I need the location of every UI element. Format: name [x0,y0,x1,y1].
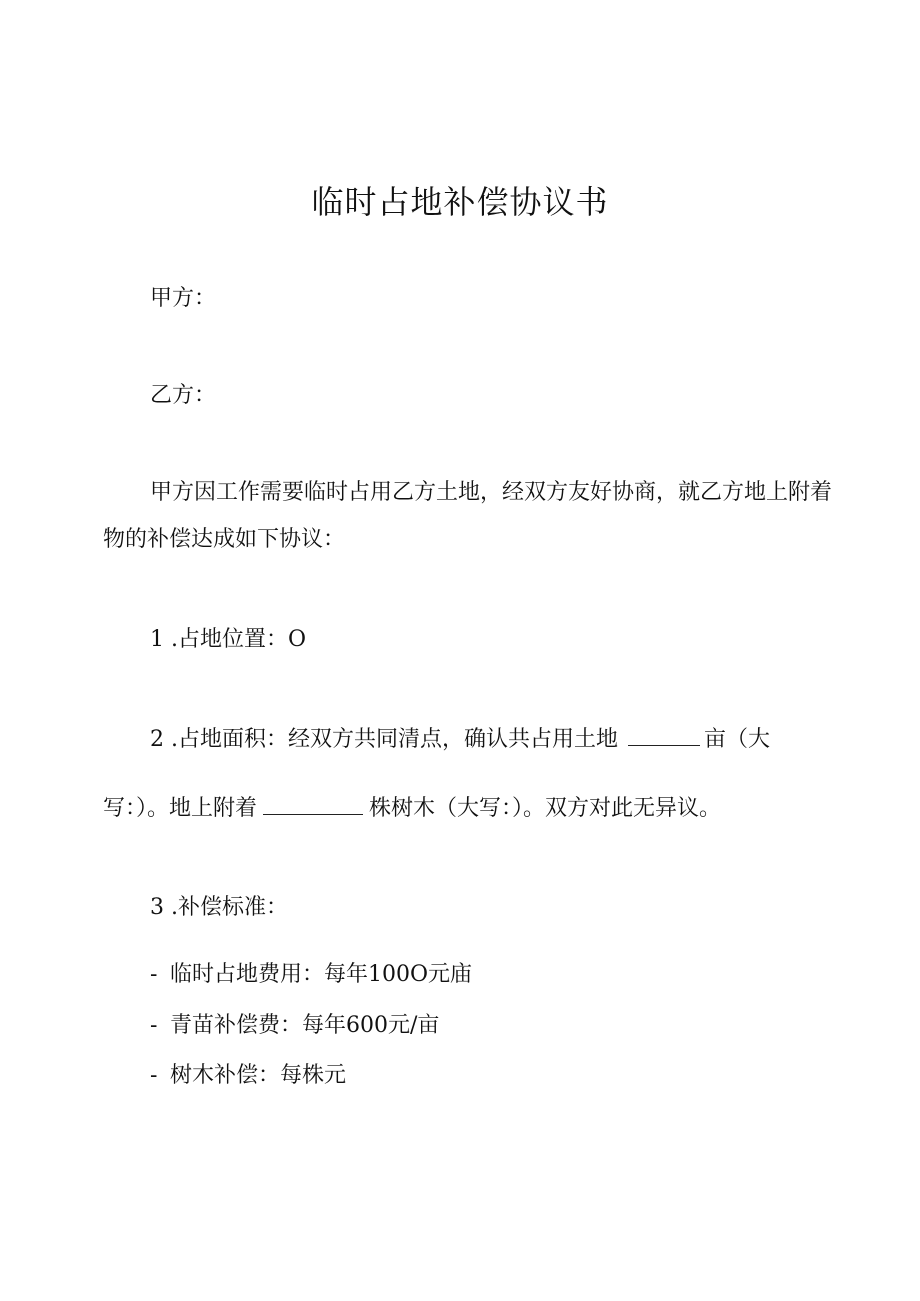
party-b-label: 乙方： [150,383,217,408]
standard-text: 青苗补偿费：每年600元/亩 [170,1013,440,1038]
party-a-label: 甲方： [150,286,217,311]
item-2-line-2 [103,792,721,824]
standard-text: 树木补偿：每株元 [170,1063,347,1088]
list-dash: - [150,962,158,987]
standard-item [150,960,472,990]
item-2-line-2-before: 写：）。地上附着 [103,796,258,821]
item-1-location: 1 .占地位置：O [150,627,307,652]
standard-text: 临时占地费用：每年100O元庙 [170,962,473,987]
tree-count-blank-field [263,792,363,815]
document-title: 临时占地补偿协议书 [311,183,609,221]
list-dash: - [150,1063,158,1088]
item-2-line-1-after: 亩（大 [704,727,771,752]
standard-item [150,1011,439,1041]
item-3-heading: 3 .补偿标准： [150,895,288,920]
item-2-line-2-after: 株树木（大写：）。双方对此无异议。 [369,796,722,821]
area-blank-field [628,723,700,746]
item-2-line-1 [150,723,770,755]
list-dash: - [150,1013,158,1038]
item-2-line-1-before: 2 .占地面积：经双方共同清点，确认共占用土地 [150,727,618,752]
standard-item [150,1061,346,1091]
intro-line-2: 物的补偿达成如下协议： [103,527,346,552]
intro-line-1: 甲方因工作需要临时占用乙方土地，经双方友好协商，就乙方地上附着 [150,480,833,505]
